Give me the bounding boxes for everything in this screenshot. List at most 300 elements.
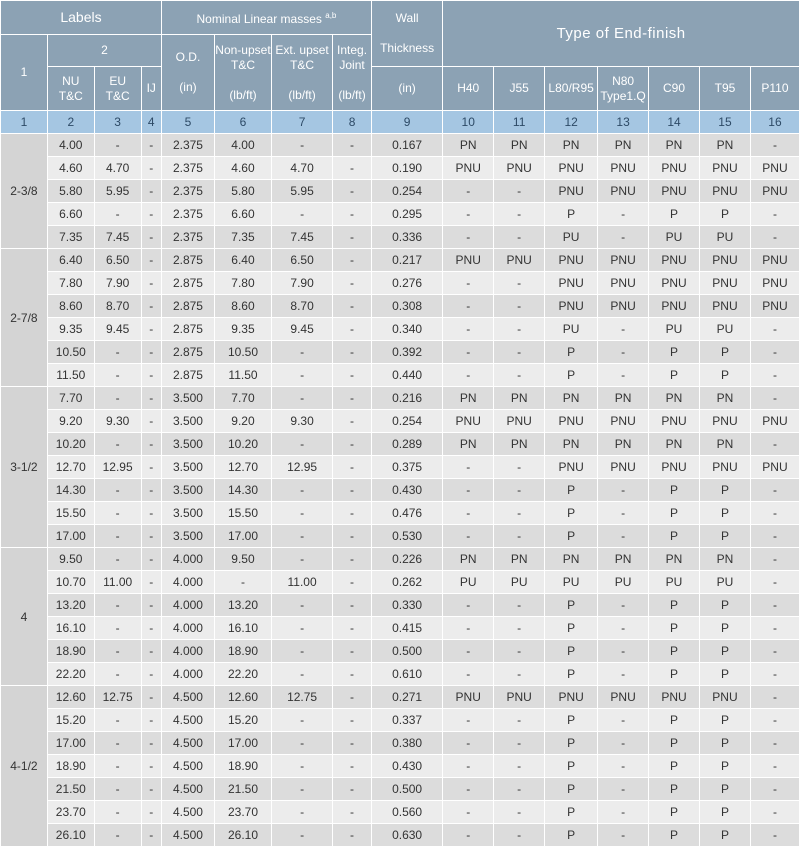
table-cell: PNU <box>750 249 799 272</box>
table-cell: - <box>94 709 141 732</box>
table-cell: - <box>333 180 372 203</box>
wall-unit-header: (in) <box>371 67 442 111</box>
table-cell: PN <box>699 433 750 456</box>
table-cell: - <box>272 640 333 663</box>
table-cell: 12.60 <box>47 686 94 709</box>
table-cell: 2.875 <box>161 364 214 387</box>
table-cell: 17.00 <box>47 732 94 755</box>
table-cell: 4.70 <box>272 157 333 180</box>
table-body <box>1 111 800 847</box>
table-cell: - <box>94 203 141 226</box>
table-row <box>1 134 800 157</box>
table-cell: - <box>598 709 649 732</box>
table-cell: P <box>699 203 750 226</box>
table-cell: - <box>750 387 799 410</box>
table-cell: 2.375 <box>161 134 214 157</box>
table-cell: PNU <box>598 686 649 709</box>
table-cell: - <box>333 640 372 663</box>
table-cell: 0.190 <box>371 157 442 180</box>
nonupset-text: Non-upset <box>215 42 271 57</box>
table-cell: 4.000 <box>161 663 214 686</box>
table-cell: PU <box>649 571 700 594</box>
table-cell: 18.90 <box>214 755 271 778</box>
table-cell: - <box>141 295 161 318</box>
table-cell: 7.80 <box>214 272 271 295</box>
table-cell: - <box>494 824 545 847</box>
table-cell: 9.50 <box>214 548 271 571</box>
column-number: 10 <box>443 111 494 134</box>
table-cell: 4.500 <box>161 824 214 847</box>
size-group-label: 4-1/2 <box>1 686 48 847</box>
table-cell: - <box>272 824 333 847</box>
table-cell: PNU <box>494 686 545 709</box>
table-cell: - <box>333 548 372 571</box>
table-cell: P <box>649 525 700 548</box>
table-cell: P <box>699 502 750 525</box>
table-cell: PNU <box>699 295 750 318</box>
table-cell: - <box>141 180 161 203</box>
table-cell: PU <box>699 571 750 594</box>
table-cell: - <box>141 134 161 157</box>
table-cell: - <box>141 663 161 686</box>
table-cell: P <box>649 640 700 663</box>
table-row <box>1 318 800 341</box>
table-cell: - <box>141 456 161 479</box>
table-row <box>1 755 800 778</box>
table-cell: PNU <box>750 456 799 479</box>
table-cell: P <box>699 663 750 686</box>
table-cell: - <box>141 157 161 180</box>
table-cell: P <box>649 824 700 847</box>
table-cell: - <box>598 479 649 502</box>
column-number: 7 <box>272 111 333 134</box>
table-cell: - <box>333 295 372 318</box>
table-cell: PNU <box>545 180 598 203</box>
table-cell: - <box>141 433 161 456</box>
table-cell: - <box>272 778 333 801</box>
table-cell: P <box>649 755 700 778</box>
table-cell: 21.50 <box>47 778 94 801</box>
table-row <box>1 824 800 847</box>
table-cell: PN <box>598 134 649 157</box>
table-cell: - <box>141 571 161 594</box>
table-cell: 9.50 <box>47 548 94 571</box>
table-cell: PNU <box>699 157 750 180</box>
column-number: 8 <box>333 111 372 134</box>
table-cell: - <box>750 732 799 755</box>
table-cell: - <box>272 801 333 824</box>
table-cell: - <box>333 410 372 433</box>
table-cell: - <box>141 364 161 387</box>
table-cell: - <box>333 663 372 686</box>
table-cell: 4.000 <box>161 594 214 617</box>
table-cell: - <box>333 433 372 456</box>
table-cell: 6.50 <box>94 249 141 272</box>
table-cell: 3.500 <box>161 479 214 502</box>
table-cell: 3.500 <box>161 387 214 410</box>
table-cell: 14.30 <box>214 479 271 502</box>
table-cell: 7.70 <box>214 387 271 410</box>
table-cell: 5.95 <box>272 180 333 203</box>
table-cell: - <box>141 387 161 410</box>
col1-header: 1 <box>1 35 48 111</box>
table-cell: 8.70 <box>94 295 141 318</box>
table-cell: 0.276 <box>371 272 442 295</box>
table-cell: 4.500 <box>161 755 214 778</box>
table-cell: - <box>750 617 799 640</box>
table-cell: - <box>443 502 494 525</box>
table-cell: - <box>272 548 333 571</box>
table-cell: - <box>494 272 545 295</box>
table-cell: 0.336 <box>371 226 442 249</box>
wall-text: Wall <box>395 11 419 25</box>
table-cell: PNU <box>649 456 700 479</box>
table-cell: - <box>141 318 161 341</box>
table-cell: PNU <box>598 249 649 272</box>
table-cell: 7.80 <box>47 272 94 295</box>
table-cell: 0.337 <box>371 709 442 732</box>
table-cell: - <box>494 778 545 801</box>
table-cell: - <box>214 571 271 594</box>
table-cell: 0.476 <box>371 502 442 525</box>
integ-text: Integ. <box>337 42 368 57</box>
table-cell: 2.875 <box>161 249 214 272</box>
table-cell: - <box>333 709 372 732</box>
table-cell: - <box>443 180 494 203</box>
table-cell: 0.500 <box>371 640 442 663</box>
table-cell: 2.375 <box>161 157 214 180</box>
table-cell: - <box>598 778 649 801</box>
table-cell: 0.262 <box>371 571 442 594</box>
table-row <box>1 594 800 617</box>
table-cell: PNU <box>545 295 598 318</box>
table-cell: 0.216 <box>371 387 442 410</box>
table-row <box>1 203 800 226</box>
table-cell: PU <box>545 571 598 594</box>
table-cell: 4.500 <box>161 778 214 801</box>
table-cell: - <box>141 594 161 617</box>
table-cell: - <box>598 525 649 548</box>
nu-text: NU <box>62 73 80 88</box>
table-cell: 9.20 <box>47 410 94 433</box>
table-cell: - <box>333 732 372 755</box>
table-cell: 8.60 <box>47 295 94 318</box>
table-cell: 4.000 <box>161 640 214 663</box>
table-cell: - <box>443 525 494 548</box>
table-cell: P <box>699 824 750 847</box>
ext-upset-type: T&C <box>290 57 315 72</box>
table-row <box>1 364 800 387</box>
table-cell: - <box>272 525 333 548</box>
table-cell: 0.430 <box>371 479 442 502</box>
table-cell: - <box>750 318 799 341</box>
table-cell: - <box>333 157 372 180</box>
table-cell: 11.00 <box>94 571 141 594</box>
table-cell: 2.875 <box>161 341 214 364</box>
table-cell: PNU <box>699 180 750 203</box>
table-cell: - <box>750 824 799 847</box>
table-row <box>1 295 800 318</box>
nu-type: T&C <box>58 88 83 103</box>
table-cell: 7.35 <box>47 226 94 249</box>
table-cell: PNU <box>598 180 649 203</box>
table-cell: PNU <box>699 249 750 272</box>
table-cell: PNU <box>494 410 545 433</box>
table-cell: 15.20 <box>214 709 271 732</box>
table-cell: P <box>545 203 598 226</box>
table-cell: 4.500 <box>161 801 214 824</box>
table-cell: - <box>141 502 161 525</box>
table-cell: PU <box>699 318 750 341</box>
table-cell: P <box>699 778 750 801</box>
table-cell: 17.00 <box>47 525 94 548</box>
table-cell: PNU <box>494 157 545 180</box>
table-cell: P <box>699 709 750 732</box>
table-cell: PNU <box>699 456 750 479</box>
table-cell: 10.20 <box>47 433 94 456</box>
table-cell: 0.167 <box>371 134 442 157</box>
table-cell: 6.40 <box>214 249 271 272</box>
table-cell: - <box>494 709 545 732</box>
table-cell: PNU <box>649 410 700 433</box>
table-cell: 0.560 <box>371 801 442 824</box>
table-cell: - <box>333 318 372 341</box>
table-cell: 11.50 <box>47 364 94 387</box>
table-cell: 0.380 <box>371 732 442 755</box>
table-cell: 2.875 <box>161 272 214 295</box>
table-cell: PN <box>649 387 700 410</box>
table-cell: 4.000 <box>161 571 214 594</box>
table-cell: PN <box>494 134 545 157</box>
table-cell: - <box>494 755 545 778</box>
table-cell: 0.289 <box>371 433 442 456</box>
grade-j55-header: J55 <box>494 67 545 111</box>
table-row <box>1 502 800 525</box>
table-cell: PN <box>494 433 545 456</box>
table-cell: 10.20 <box>214 433 271 456</box>
table-cell: - <box>333 272 372 295</box>
table-cell: PN <box>649 548 700 571</box>
table-cell: - <box>494 640 545 663</box>
table-cell: PN <box>598 548 649 571</box>
table-cell: - <box>141 479 161 502</box>
table-cell: 8.70 <box>272 295 333 318</box>
table-cell: PN <box>649 433 700 456</box>
table-cell: 13.20 <box>214 594 271 617</box>
eu-tc-header <box>94 67 141 111</box>
table-cell: - <box>443 755 494 778</box>
table-cell: - <box>272 433 333 456</box>
table-cell: - <box>443 801 494 824</box>
table-cell: PN <box>598 387 649 410</box>
table-cell: 5.80 <box>214 180 271 203</box>
table-cell: - <box>333 594 372 617</box>
table-cell: P <box>649 479 700 502</box>
table-cell: 0.530 <box>371 525 442 548</box>
table-cell: 3.500 <box>161 410 214 433</box>
table-cell: - <box>750 755 799 778</box>
table-cell: 0.295 <box>371 203 442 226</box>
table-cell: PN <box>649 134 700 157</box>
table-cell: - <box>750 364 799 387</box>
table-cell: PNU <box>649 686 700 709</box>
table-cell: PNU <box>598 456 649 479</box>
table-row <box>1 640 800 663</box>
table-cell: PN <box>443 387 494 410</box>
table-cell: P <box>545 732 598 755</box>
table-cell: 4.00 <box>214 134 271 157</box>
table-cell: 0.330 <box>371 594 442 617</box>
table-cell: - <box>141 548 161 571</box>
table-cell: - <box>494 341 545 364</box>
table-cell: - <box>598 755 649 778</box>
table-cell: - <box>141 824 161 847</box>
table-cell: - <box>443 341 494 364</box>
table-cell: 14.30 <box>47 479 94 502</box>
table-cell: 16.10 <box>214 617 271 640</box>
table-cell: PU <box>545 226 598 249</box>
table-cell: 0.500 <box>371 778 442 801</box>
table-cell: P <box>649 341 700 364</box>
table-cell: - <box>494 732 545 755</box>
table-cell: 9.30 <box>94 410 141 433</box>
table-cell: PNU <box>699 272 750 295</box>
grade-h40-header: H40 <box>443 67 494 111</box>
table-cell: - <box>443 663 494 686</box>
table-cell: - <box>141 272 161 295</box>
table-cell: PNU <box>545 272 598 295</box>
table-cell: P <box>649 617 700 640</box>
table-row <box>1 341 800 364</box>
table-cell: PNU <box>545 456 598 479</box>
table-cell: - <box>598 341 649 364</box>
table-cell: 4.000 <box>161 548 214 571</box>
table-cell: - <box>272 709 333 732</box>
column-number: 9 <box>371 111 442 134</box>
column-number: 1 <box>1 111 48 134</box>
table-cell: 0.610 <box>371 663 442 686</box>
end-finish-header: Type of End-finish <box>443 1 800 67</box>
table-row <box>1 801 800 824</box>
table-cell: - <box>494 226 545 249</box>
table-cell: P <box>699 594 750 617</box>
table-cell: - <box>272 755 333 778</box>
table-cell: - <box>443 456 494 479</box>
table-cell: 6.40 <box>47 249 94 272</box>
table-cell: P <box>545 479 598 502</box>
table-row <box>1 663 800 686</box>
table-cell: - <box>443 295 494 318</box>
ext-upset-header <box>272 35 333 111</box>
table-cell: PN <box>545 134 598 157</box>
n80-text: N80 <box>612 73 635 88</box>
table-cell: - <box>494 617 545 640</box>
table-cell: 18.90 <box>214 640 271 663</box>
nonupset-unit: (lb/ft) <box>229 87 257 102</box>
table-cell: P <box>699 341 750 364</box>
table-cell: P <box>545 594 598 617</box>
table-cell: P <box>699 525 750 548</box>
table-cell: - <box>494 295 545 318</box>
table-cell: PNU <box>443 410 494 433</box>
table-cell: - <box>94 433 141 456</box>
table-cell: - <box>598 203 649 226</box>
table-cell: 12.70 <box>214 456 271 479</box>
table-cell: 4.500 <box>161 732 214 755</box>
table-cell: - <box>333 824 372 847</box>
table-cell: 12.95 <box>94 456 141 479</box>
table-cell: PNU <box>443 157 494 180</box>
table-cell: 18.90 <box>47 755 94 778</box>
table-cell: 10.70 <box>47 571 94 594</box>
table-cell: - <box>272 341 333 364</box>
table-cell: P <box>545 709 598 732</box>
table-cell: - <box>94 525 141 548</box>
table-cell: - <box>94 364 141 387</box>
table-cell: PN <box>699 548 750 571</box>
table-cell: 4.000 <box>161 617 214 640</box>
table-cell: 10.50 <box>47 341 94 364</box>
table-cell: - <box>94 801 141 824</box>
table-cell: 3.500 <box>161 456 214 479</box>
table-cell: - <box>333 502 372 525</box>
table-cell: - <box>494 663 545 686</box>
table-cell: 17.00 <box>214 732 271 755</box>
table-row <box>1 226 800 249</box>
nonupset-header <box>214 35 271 111</box>
table-cell: - <box>750 226 799 249</box>
nu-tc-header <box>47 67 94 111</box>
table-cell: 12.75 <box>272 686 333 709</box>
table-cell: - <box>598 640 649 663</box>
table-cell: 7.90 <box>94 272 141 295</box>
table-cell: P <box>545 502 598 525</box>
table-cell: 0.308 <box>371 295 442 318</box>
table-cell: P <box>649 801 700 824</box>
table-cell: - <box>494 456 545 479</box>
table-cell: - <box>333 364 372 387</box>
table-cell: PN <box>494 548 545 571</box>
table-cell: 8.60 <box>214 295 271 318</box>
ext-upset-unit: (lb/ft) <box>288 87 316 102</box>
table-cell: - <box>333 755 372 778</box>
table-cell: 9.45 <box>272 318 333 341</box>
table-cell: - <box>333 203 372 226</box>
table-cell: PNU <box>750 295 799 318</box>
table-cell: P <box>649 778 700 801</box>
table-row <box>1 479 800 502</box>
table-cell: 9.30 <box>272 410 333 433</box>
table-cell: - <box>750 640 799 663</box>
table-cell: PNU <box>598 272 649 295</box>
table-cell: - <box>333 686 372 709</box>
table-cell: - <box>333 456 372 479</box>
table-cell: 11.50 <box>214 364 271 387</box>
size-group-label: 2-7/8 <box>1 249 48 387</box>
column-number: 5 <box>161 111 214 134</box>
table-cell: P <box>699 801 750 824</box>
table-cell: PNU <box>545 157 598 180</box>
table-cell: - <box>750 778 799 801</box>
table-cell: PNU <box>598 410 649 433</box>
table-cell: 26.10 <box>214 824 271 847</box>
table-row <box>1 180 800 203</box>
table-cell: - <box>333 134 372 157</box>
thickness-text: Thickness <box>380 41 435 55</box>
table-cell: PU <box>699 226 750 249</box>
table-cell: 0.254 <box>371 180 442 203</box>
table-cell: 23.70 <box>47 801 94 824</box>
